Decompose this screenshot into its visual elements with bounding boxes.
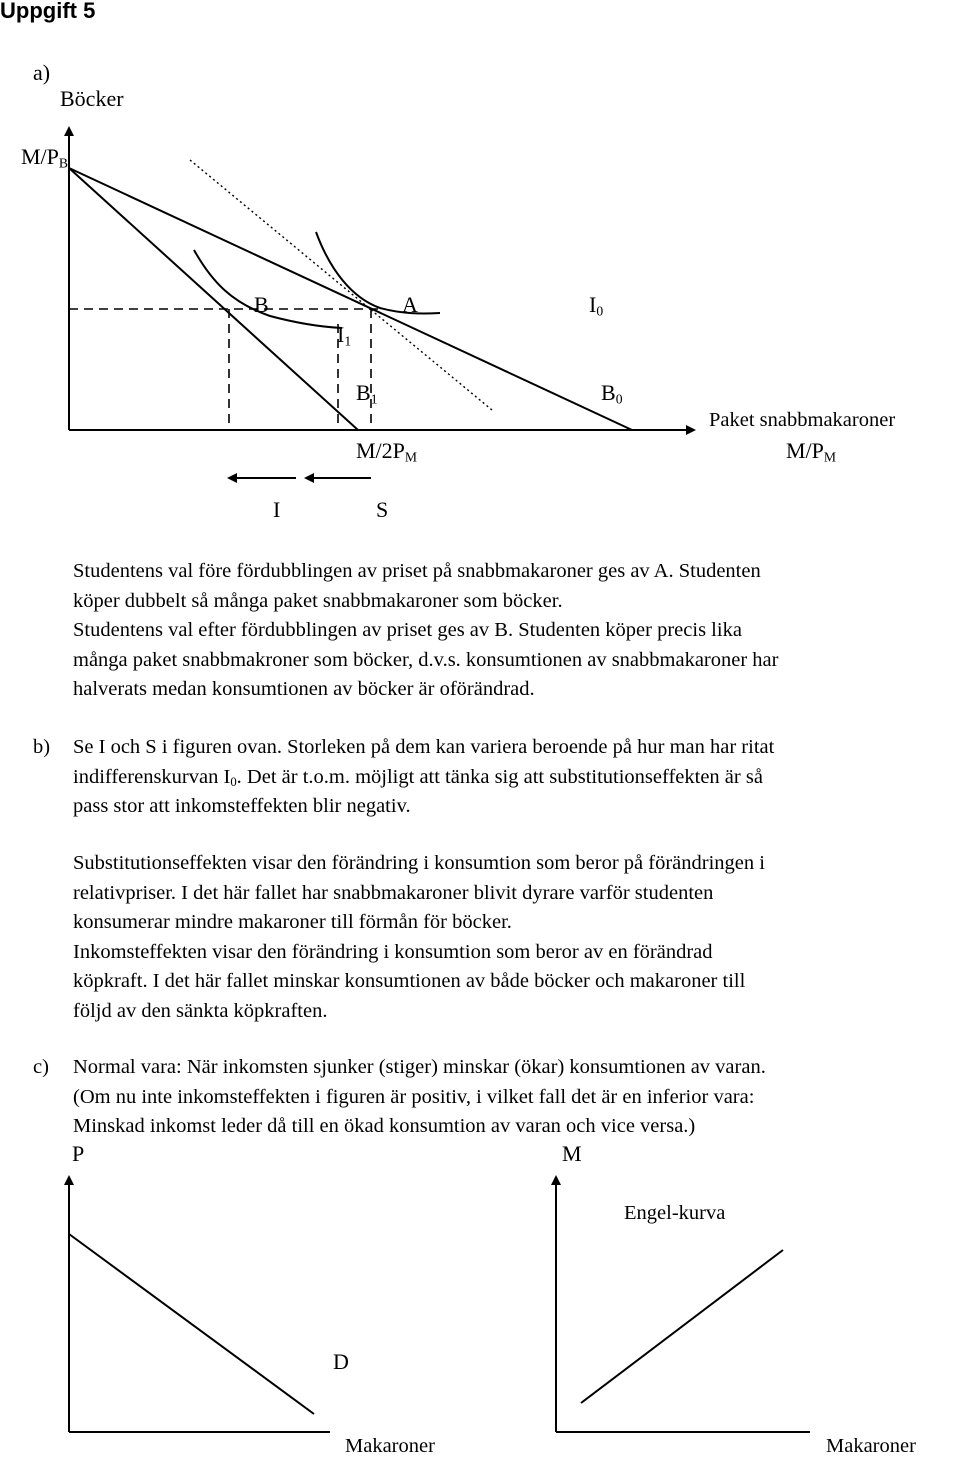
- text-line: följd av den sänkta köpkraften.: [73, 999, 328, 1022]
- text-line: köpkraft. I det här fallet minskar konsumtionen av både böcker och makaroner till: [73, 970, 746, 992]
- demand-curve-label: D: [333, 1349, 349, 1374]
- part-c-text: [73, 1053, 953, 1142]
- exercise-heading: Uppgift 5: [0, 0, 96, 23]
- engel-x-label: Makaroner: [826, 1435, 916, 1457]
- demand-y-label: P: [72, 1141, 85, 1166]
- substitution-effect-label: S: [376, 497, 389, 522]
- text-line: köper dubbelt så många paket snabbmakaroner som böcker.: [73, 589, 563, 612]
- curve-i1-label: $I_1$: [337, 322, 352, 349]
- engel-curve: [581, 1250, 783, 1403]
- part-a-text: [73, 557, 953, 705]
- text-line: Minskad inkomst leder då till en ökad konsumtion av varan och vice versa.): [73, 1115, 696, 1137]
- part-b-text: [73, 733, 953, 822]
- engel-y-label: M: [562, 1141, 582, 1166]
- demand-x-label: Makaroner: [345, 1435, 435, 1457]
- part-b-paragraph-2: [73, 849, 953, 1026]
- x-intercept-old-label: $M/P_M$: [786, 438, 837, 465]
- x-intercept-new-label: $M/2P_M$: [356, 438, 418, 465]
- text-line: Studentens val efter fördubblingen av priset ges av B. Studenten köper precis lika: [73, 619, 742, 641]
- curve-i0-label: $I_0$: [589, 292, 604, 319]
- compensated-budget-line: [190, 160, 492, 410]
- y-axis-title: Böcker: [60, 86, 124, 111]
- budget-line-b1: [69, 168, 358, 430]
- part-a-label: a): [33, 60, 51, 85]
- point-a-label: A: [402, 292, 418, 317]
- income-effect-label: I: [273, 497, 281, 522]
- text-line: (Om nu inte inkomsteffekten i figuren är positiv, i vilket fall det är en inferior vara:: [73, 1085, 755, 1108]
- text-line: Normal vara: När inkomsten sjunker (stiger) minskar (ökar) konsumtionen av varan.: [73, 1056, 766, 1078]
- text-line: Substitutionseffekten visar den förändring i konsumtion som beror på förändringen i: [73, 852, 765, 874]
- text-line: konsumerar mindre makaroner till förmån för böcker.: [73, 911, 512, 933]
- x-axis-title: Paket snabbmakaroner: [709, 409, 896, 431]
- text-line: Studentens val före fördubblingen av priset på snabbmakaroner ges av A. Studenten: [73, 560, 761, 582]
- budget-line-b0: [69, 168, 632, 430]
- part-c-label: c): [33, 1056, 49, 1078]
- indifference-curve-i0: [316, 232, 440, 313]
- budget-b1-label: $B_1$: [356, 380, 378, 407]
- text-line: många paket snabbmakroner som böcker, d.v.s. konsumtionen av snabbmakaroner har: [73, 648, 779, 671]
- demand-curve: [69, 1234, 314, 1414]
- text-line: pass stor att inkomsteffekten blir negativ.: [73, 795, 411, 817]
- text-line: Inkomsteffekten visar den förändring i konsumtion som beror av en förändrad: [73, 940, 713, 963]
- engel-curve-label: Engel-kurva: [624, 1202, 726, 1224]
- text-line: indifferenskurvan $I_0$. Det är t.o.m. möjligt att tänka sig att substitutionseffekten är så: [73, 765, 763, 789]
- budget-b0-label: $B_0$: [601, 380, 623, 407]
- y-intercept-label: $M/P_B$: [21, 144, 69, 171]
- point-b-label: B: [254, 292, 269, 317]
- part-b-label: b): [33, 736, 51, 758]
- text-line: halverats medan konsumtionen av böcker är oförändrad.: [73, 678, 535, 700]
- text-line: relativpriser. I det här fallet har snabbmakaroner blivit dyrare varför studenten: [73, 881, 714, 904]
- text-line: Se I och S i figuren ovan. Storleken på dem kan variera beroende på hur man har ritat: [73, 736, 775, 758]
